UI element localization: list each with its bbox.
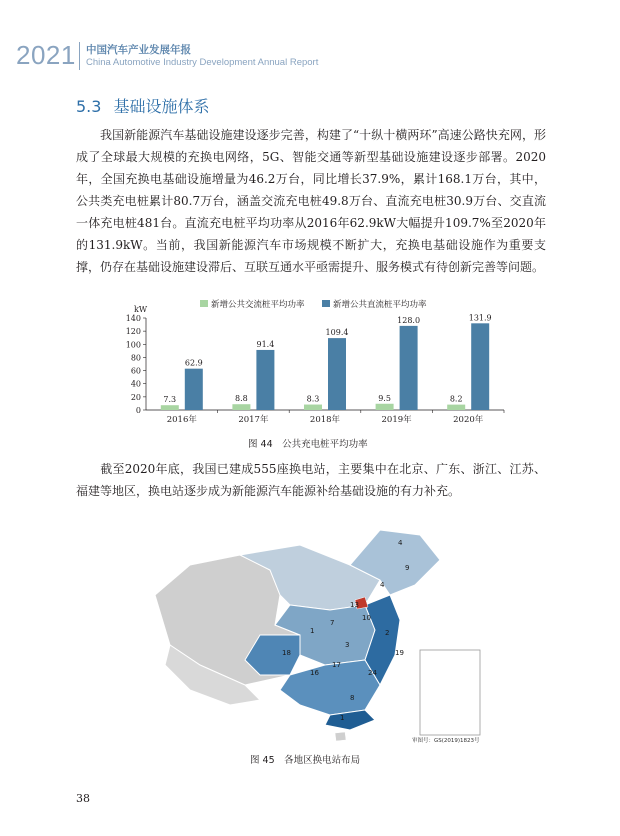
bar-ac bbox=[304, 405, 322, 410]
bar-value-label: 131.9 bbox=[468, 313, 492, 323]
map-station-count: 2 bbox=[385, 629, 390, 637]
legend-swatch bbox=[322, 300, 330, 307]
page-header bbox=[0, 0, 620, 70]
bar-value-label: 91.4 bbox=[256, 339, 275, 349]
y-tick-label: 20 bbox=[130, 392, 141, 402]
y-tick-label: 40 bbox=[130, 379, 141, 389]
figure-44-caption: 图 44 公共充电桩平均功率 bbox=[248, 439, 368, 450]
bar-value-label: 8.3 bbox=[306, 394, 320, 404]
x-tick-label: 2019年 bbox=[381, 415, 412, 425]
x-tick-label: 2016年 bbox=[166, 415, 197, 425]
page-number: 38 bbox=[76, 792, 90, 805]
y-tick-label: 80 bbox=[130, 353, 141, 363]
figure-45-caption: 图 45 各地区换电站布局 bbox=[250, 755, 361, 766]
map-station-count: 1 bbox=[340, 714, 345, 722]
map-station-count: 10 bbox=[362, 614, 371, 622]
paragraph-2-text: 截至2020年底，我国已建成555座换电站，主要集中在北京、广东、浙江、江苏、福建等地区，换电站逐步成为新能源汽车能源补给基础设施的有力补充。 bbox=[76, 462, 546, 498]
bar-ac bbox=[232, 404, 250, 410]
map-station-count: 24 bbox=[368, 669, 377, 677]
bar-ac bbox=[447, 405, 465, 410]
y-tick-label: 0 bbox=[135, 406, 141, 415]
legend-label: 新增公共直流桩平均功率 bbox=[333, 300, 427, 310]
figure-45-map bbox=[150, 525, 490, 745]
map-station-count: 4 bbox=[380, 581, 385, 589]
map-region-south bbox=[280, 660, 380, 715]
bar-value-label: 109.4 bbox=[325, 328, 349, 338]
bar-ac bbox=[376, 404, 394, 410]
map-station-count: 7 bbox=[330, 619, 335, 627]
x-tick-label: 2020年 bbox=[453, 415, 484, 425]
map-station-count: 13 bbox=[350, 601, 359, 609]
y-tick-label: 100 bbox=[125, 340, 141, 350]
map-station-count: 1 bbox=[310, 627, 315, 635]
report-title-cn: 中国汽车产业发展年报 bbox=[86, 44, 191, 56]
report-title-en: China Automotive Industry Development Annual Report bbox=[86, 57, 319, 68]
y-tick-label: 120 bbox=[125, 327, 141, 337]
china-map bbox=[150, 525, 490, 745]
section-number: 5.3 bbox=[76, 97, 102, 116]
bar-value-label: 128.0 bbox=[397, 315, 421, 325]
map-station-count: 19 bbox=[395, 649, 404, 657]
map-station-count: 18 bbox=[282, 649, 291, 657]
bar-dc bbox=[185, 369, 203, 410]
bar-dc bbox=[328, 338, 346, 410]
bar-value-label: 9.5 bbox=[378, 393, 391, 403]
map-region-hainan bbox=[335, 732, 346, 741]
body-paragraph bbox=[76, 124, 546, 278]
map-station-count: 8 bbox=[350, 694, 355, 702]
bar-chart-svg bbox=[112, 290, 512, 430]
bar-value-label: 8.2 bbox=[449, 394, 463, 404]
map-note: 审图号：GS(2019)1823号 bbox=[412, 738, 480, 744]
report-year: 2021 bbox=[16, 40, 76, 70]
legend-label: 新增公共交流桩平均功率 bbox=[211, 300, 305, 310]
figure-44-chart bbox=[112, 290, 512, 450]
map-station-count: 3 bbox=[345, 641, 350, 649]
map-station-count: 9 bbox=[405, 564, 410, 572]
bar-value-label: 8.8 bbox=[235, 394, 248, 404]
paragraph-1-text: 我国新能源汽车基础设施建设逐步完善，构建了“十纵十横两环”高速公路快充网，形成了全球最大规模的充换电网络，5G、智能交通等新型基础设施建设逐步部署。2020年，全国充换电基础设施增量为46.2万台，同比增长37.9%，累计168.1万台，其中，公共类充电桩累计80.7万台，涵盖交流充电桩49.8万台、直流充电桩30.9万台、交直流一体充电桩481台。直流充电桩平均功率从2016年62.9kW大幅提升109.7%至2020年的131.9kW。当前，我国新能源汽车市场规模不断扩大，充换电基础设施作为重要支撑，仍存在基础设施建设滞后、互联互通水平亟需提升、服务模式有待创新完善等问题。 bbox=[76, 128, 546, 274]
header-divider bbox=[79, 42, 80, 70]
map-station-count: 16 bbox=[310, 669, 319, 677]
x-tick-label: 2017年 bbox=[238, 415, 269, 425]
bar-dc bbox=[471, 323, 489, 410]
bar-value-label: 7.3 bbox=[163, 395, 177, 405]
map-station-count: 17 bbox=[332, 661, 341, 669]
x-tick-label: 2018年 bbox=[309, 415, 341, 425]
bar-value-label: 62.9 bbox=[184, 358, 203, 368]
y-tick-label: 140 bbox=[125, 314, 141, 323]
y-tick-label: 60 bbox=[130, 366, 141, 376]
body-paragraph bbox=[76, 458, 546, 502]
bar-dc bbox=[400, 326, 418, 410]
legend-swatch bbox=[200, 300, 208, 307]
map-station-count: 4 bbox=[398, 539, 403, 547]
map-inset-frame bbox=[420, 650, 480, 735]
section-heading bbox=[76, 94, 209, 117]
section-title: 基础设施体系 bbox=[113, 97, 210, 116]
bar-dc bbox=[256, 350, 274, 410]
y-unit-label: kW bbox=[134, 305, 148, 314]
bar-ac bbox=[161, 405, 179, 410]
